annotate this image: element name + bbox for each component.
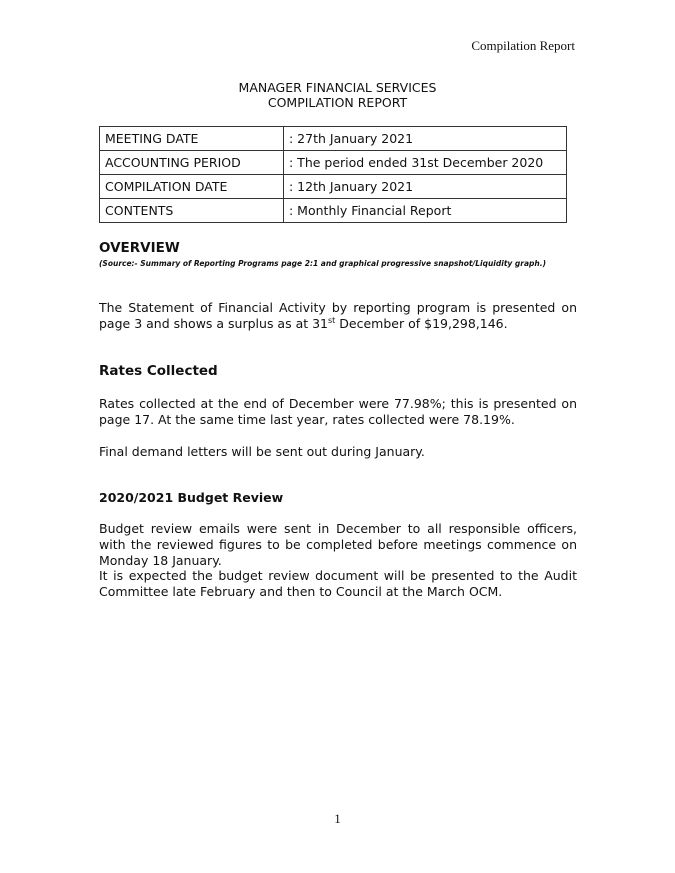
table-row (100, 175, 567, 199)
running-header: Compilation Report (471, 38, 575, 53)
row-value: : The period ended 31st December 2020 (284, 151, 567, 175)
row-label: CONTENTS (100, 199, 284, 223)
statement-paragraph (99, 300, 577, 332)
ordinal-suffix: st (328, 315, 336, 325)
statement-text: The Statement of Financial Activity by reporting program is presented on page 3 and shows a surplus as at 31 (99, 300, 577, 331)
document-title (0, 80, 675, 110)
rates-paragraph-1: Rates collected at the end of December were 77.98%; this is presented on page 17. At the same time last year, rates collected were 78.19%. (99, 396, 577, 427)
rates-paragraph-2: Final demand letters will be sent out during January. (99, 444, 425, 459)
row-label: MEETING DATE (100, 127, 284, 151)
row-value: : 12th January 2021 (284, 175, 567, 199)
rates-heading: Rates Collected (99, 363, 218, 379)
title-line-1: MANAGER FINANCIAL SERVICES (238, 80, 437, 95)
statement-text-end: December of $19,298,146. (335, 316, 508, 331)
table-row (100, 151, 567, 175)
title-line-2: COMPILATION REPORT (267, 95, 408, 110)
budget-paragraph-1: Budget review emails were sent in December to all responsible officers, with the reviewed figures to be completed before meetings commence on Monday 18 January. (99, 521, 577, 568)
budget-review-heading: 2020/2021 Budget Review (99, 490, 284, 505)
overview-heading: OVERVIEW (99, 240, 180, 256)
row-label: ACCOUNTING PERIOD (100, 151, 284, 175)
table-row (100, 127, 567, 151)
row-value: : Monthly Financial Report (284, 199, 567, 223)
budget-paragraph-2: It is expected the budget review document will be presented to the Audit Committee late February and then to Council at the March OCM. (99, 568, 577, 599)
row-value: : 27th January 2021 (284, 127, 567, 151)
table-row (100, 199, 567, 223)
meeting-info-table (99, 126, 567, 223)
row-label: COMPILATION DATE (100, 175, 284, 199)
page-number: 1 (334, 811, 341, 826)
overview-source-note: (Source:- Summary of Reporting Programs page 2:1 and graphical progressive snapshot/Liquidity graph.) (99, 259, 547, 268)
